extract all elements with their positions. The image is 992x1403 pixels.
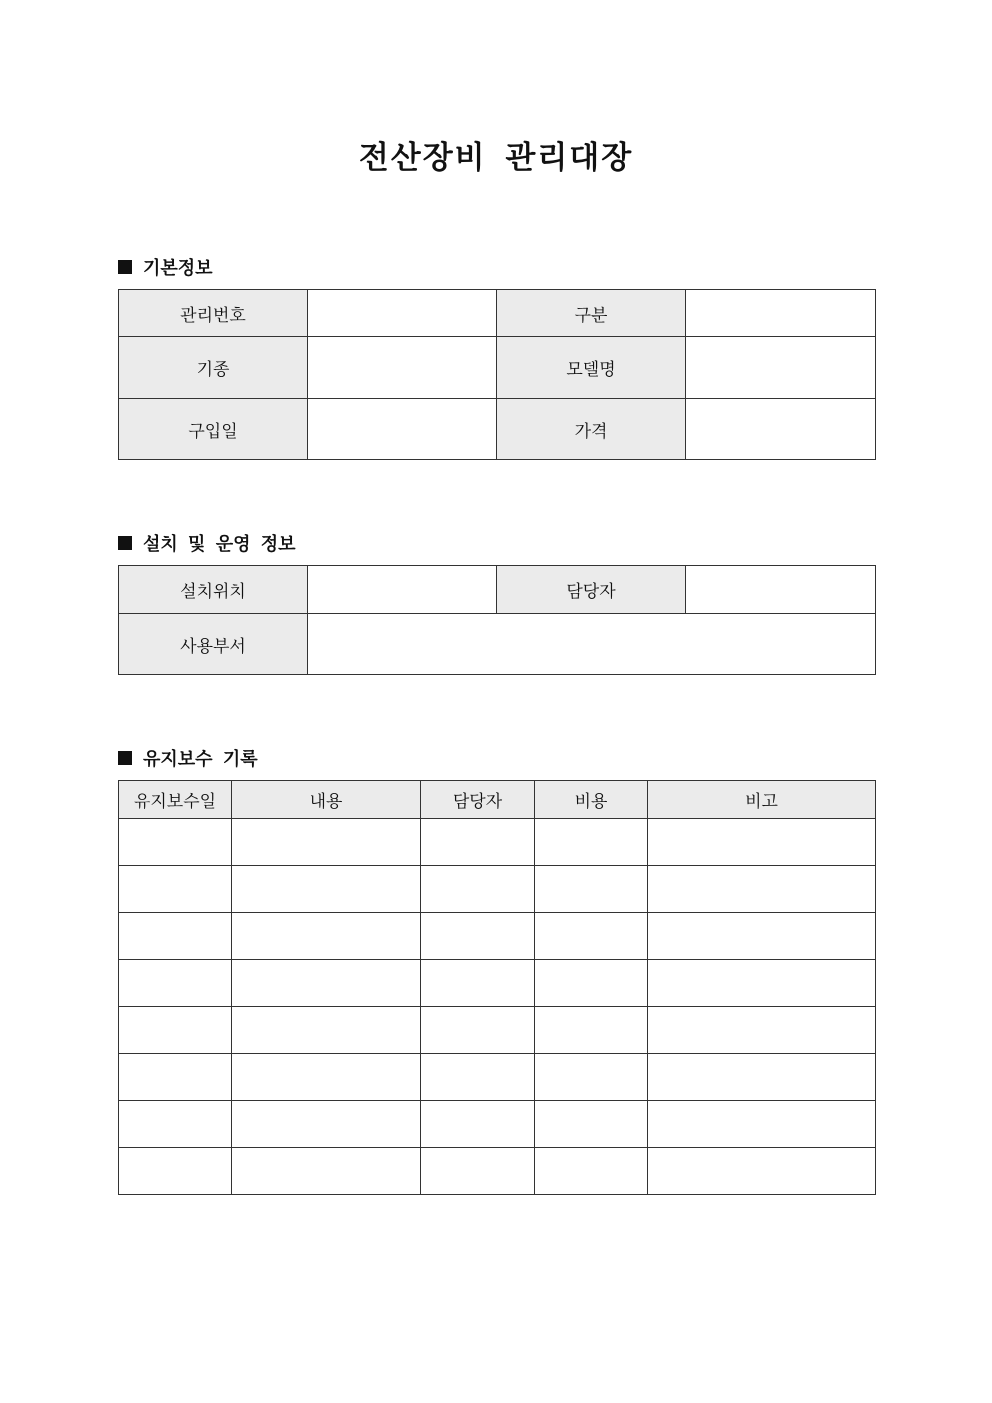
maintenance-date-cell[interactable] xyxy=(119,1101,232,1148)
basic-info-heading-text: 기본정보 xyxy=(143,258,213,279)
cost-cell[interactable] xyxy=(535,819,648,866)
manager-cell[interactable] xyxy=(421,1148,535,1195)
remarks-cell[interactable] xyxy=(648,819,876,866)
table-row xyxy=(119,566,876,614)
content-cell[interactable] xyxy=(232,819,421,866)
model-name-field[interactable] xyxy=(686,337,876,399)
maintenance-date-cell[interactable] xyxy=(119,1148,232,1195)
table-row xyxy=(119,866,876,913)
cost-cell[interactable] xyxy=(535,1101,648,1148)
table-row xyxy=(119,337,876,399)
column-header-remarks: 비고 xyxy=(648,781,876,819)
remarks-cell[interactable] xyxy=(648,1148,876,1195)
manager-cell[interactable] xyxy=(421,1007,535,1054)
using-department-label: 사용부서 xyxy=(119,614,308,675)
purchase-date-field[interactable] xyxy=(308,399,497,460)
remarks-cell[interactable] xyxy=(648,1007,876,1054)
install-location-field[interactable] xyxy=(308,566,497,614)
table-row xyxy=(119,1101,876,1148)
price-label: 가격 xyxy=(497,399,686,460)
remarks-cell[interactable] xyxy=(648,866,876,913)
remarks-cell[interactable] xyxy=(648,1054,876,1101)
manager-cell[interactable] xyxy=(421,819,535,866)
column-header-cost: 비용 xyxy=(535,781,648,819)
remarks-cell[interactable] xyxy=(648,913,876,960)
table-row xyxy=(119,819,876,866)
maintenance-heading xyxy=(118,745,258,771)
content-cell[interactable] xyxy=(232,1101,421,1148)
maintenance-date-cell[interactable] xyxy=(119,913,232,960)
machine-type-field[interactable] xyxy=(308,337,497,399)
install-location-label: 설치위치 xyxy=(119,566,308,614)
price-field[interactable] xyxy=(686,399,876,460)
manager-cell[interactable] xyxy=(421,913,535,960)
remarks-cell[interactable] xyxy=(648,1101,876,1148)
maintenance-table xyxy=(118,780,876,1195)
square-bullet-icon xyxy=(118,260,132,274)
manager-cell[interactable] xyxy=(421,960,535,1007)
table-row xyxy=(119,614,876,675)
table-row xyxy=(119,1148,876,1195)
cost-cell[interactable] xyxy=(535,913,648,960)
cost-cell[interactable] xyxy=(535,1148,648,1195)
using-department-field[interactable] xyxy=(308,614,876,675)
table-row xyxy=(119,960,876,1007)
install-info-heading xyxy=(118,530,296,556)
maintenance-date-cell[interactable] xyxy=(119,960,232,1007)
cost-cell[interactable] xyxy=(535,960,648,1007)
category-field[interactable] xyxy=(686,290,876,337)
maintenance-date-cell[interactable] xyxy=(119,866,232,913)
content-cell[interactable] xyxy=(232,913,421,960)
install-info-table xyxy=(118,565,876,675)
remarks-cell[interactable] xyxy=(648,960,876,1007)
manager-cell[interactable] xyxy=(421,1054,535,1101)
manager-cell[interactable] xyxy=(421,1101,535,1148)
content-cell[interactable] xyxy=(232,960,421,1007)
maintenance-date-cell[interactable] xyxy=(119,1054,232,1101)
cost-cell[interactable] xyxy=(535,1007,648,1054)
square-bullet-icon xyxy=(118,536,132,550)
manager-field[interactable] xyxy=(686,566,876,614)
content-cell[interactable] xyxy=(232,1148,421,1195)
manager-label: 담당자 xyxy=(497,566,686,614)
table-row xyxy=(119,399,876,460)
maintenance-date-cell[interactable] xyxy=(119,819,232,866)
content-cell[interactable] xyxy=(232,1054,421,1101)
column-header-manager: 담당자 xyxy=(421,781,535,819)
table-header-row xyxy=(119,781,876,819)
management-number-field[interactable] xyxy=(308,290,497,337)
square-bullet-icon xyxy=(118,751,132,765)
table-row xyxy=(119,913,876,960)
table-row xyxy=(119,1054,876,1101)
content-cell[interactable] xyxy=(232,866,421,913)
maintenance-date-cell[interactable] xyxy=(119,1007,232,1054)
manager-cell[interactable] xyxy=(421,866,535,913)
table-row xyxy=(119,1007,876,1054)
table-row xyxy=(119,290,876,337)
purchase-date-label: 구입일 xyxy=(119,399,308,460)
maintenance-heading-text: 유지보수 기록 xyxy=(143,749,258,770)
column-header-content: 내용 xyxy=(232,781,421,819)
install-info-heading-text: 설치 및 운영 정보 xyxy=(143,534,296,555)
cost-cell[interactable] xyxy=(535,1054,648,1101)
basic-info-table xyxy=(118,289,876,460)
document-title: 전산장비 관리대장 xyxy=(358,140,634,176)
model-name-label: 모델명 xyxy=(497,337,686,399)
content-cell[interactable] xyxy=(232,1007,421,1054)
basic-info-heading xyxy=(118,254,213,280)
category-label: 구분 xyxy=(497,290,686,337)
column-header-maintenance-date: 유지보수일 xyxy=(119,781,232,819)
cost-cell[interactable] xyxy=(535,866,648,913)
management-number-label: 관리번호 xyxy=(119,290,308,337)
machine-type-label: 기종 xyxy=(119,337,308,399)
